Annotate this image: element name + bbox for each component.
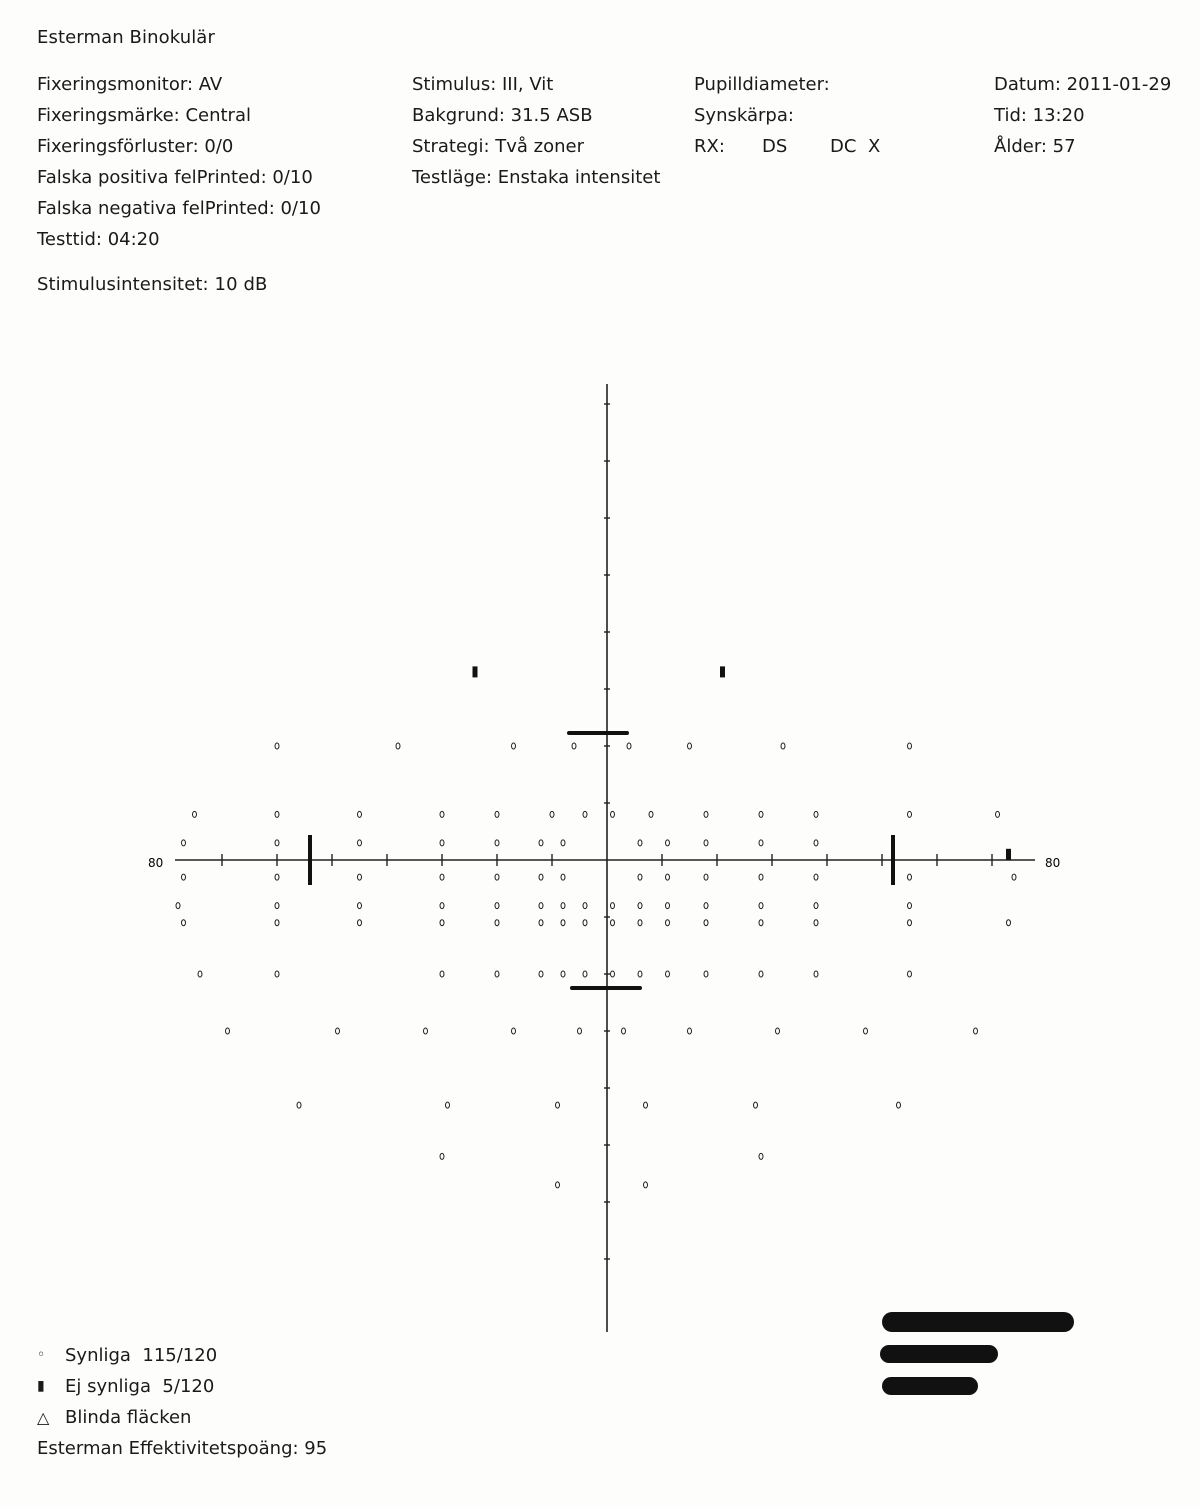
seen-point: [336, 1028, 340, 1034]
seen-point: [495, 920, 499, 926]
seen-point: [539, 840, 543, 846]
legend-seen-label: Synliga 115/120: [65, 1345, 218, 1366]
seen-point: [1012, 874, 1016, 880]
missed-point: [891, 835, 895, 885]
seen-point: [358, 874, 362, 880]
seen-point: [704, 874, 708, 880]
seen-point: [446, 1102, 450, 1108]
seen-point: [996, 811, 1000, 817]
strategy: Strategi: Två zoner: [412, 136, 585, 157]
seen-point: [644, 1102, 648, 1108]
seen-point: [358, 920, 362, 926]
seen-point: [440, 811, 444, 817]
false-positive-errors: Falska positiva felPrinted: 0/10: [37, 167, 313, 188]
seen-point: [182, 920, 186, 926]
seen-point: [611, 971, 615, 977]
seen-point: [814, 971, 818, 977]
seen-point: [275, 840, 279, 846]
fixation-losses: Fixeringsförluster: 0/0: [37, 136, 234, 157]
seen-point: [198, 971, 202, 977]
seen-point: [275, 811, 279, 817]
legend-missed-label: Ej synliga 5/120: [65, 1376, 215, 1397]
seen-point: [495, 811, 499, 817]
seen-point: [759, 1153, 763, 1159]
seen-point: [539, 920, 543, 926]
seen-point: [182, 840, 186, 846]
seen-point: [638, 920, 642, 926]
seen-point: [638, 874, 642, 880]
false-negative-errors: Falska negativa felPrinted: 0/10: [37, 198, 321, 219]
seen-point: [814, 811, 818, 817]
esterman-score: Esterman Effektivitetspoäng: 95: [37, 1438, 328, 1459]
pupil-diameter: Pupilldiameter:: [694, 74, 830, 95]
seen-point: [759, 840, 763, 846]
missed-points: [308, 666, 1011, 885]
seen-point: [561, 874, 565, 880]
rx-label: RX:: [694, 136, 725, 157]
seen-point: [611, 811, 615, 817]
report-title: Esterman Binokulär: [37, 27, 215, 48]
missed-point: [720, 666, 725, 677]
seen-point: [275, 971, 279, 977]
seen-point: [622, 1028, 626, 1034]
legend: [37, 1340, 327, 1464]
seen-point: [556, 1102, 560, 1108]
seen-point: [666, 874, 670, 880]
seen-point: [495, 840, 499, 846]
seen-point: [495, 874, 499, 880]
axis-label-right: 80: [1045, 856, 1061, 870]
seen-point: [275, 920, 279, 926]
seen-point: [440, 903, 444, 909]
seen-point: [704, 811, 708, 817]
seen-point: [495, 903, 499, 909]
age: Ålder: 57: [994, 136, 1076, 157]
seen-point: [781, 743, 785, 749]
seen-point: [974, 1028, 978, 1034]
test-duration: Testtid: 04:20: [37, 229, 160, 250]
seen-point: [583, 811, 587, 817]
seen-point: [611, 903, 615, 909]
seen-point: [358, 903, 362, 909]
seen-point: [176, 903, 180, 909]
seen-point: [424, 1028, 428, 1034]
redaction-bar: [882, 1312, 1074, 1332]
seen-point: [759, 971, 763, 977]
seen-point: [539, 874, 543, 880]
seen-point: [182, 874, 186, 880]
seen-point: [611, 920, 615, 926]
seen-point: [440, 1153, 444, 1159]
redaction-bar: [880, 1345, 998, 1363]
plot-axes: [175, 384, 1035, 1332]
seen-point: [561, 903, 565, 909]
seen-point: [759, 811, 763, 817]
date: Datum: 2011-01-29: [994, 74, 1172, 95]
seen-point: [814, 840, 818, 846]
seen-point: [908, 811, 912, 817]
seen-point: [550, 811, 554, 817]
seen-point: [638, 971, 642, 977]
axis-label-left: 80: [148, 856, 164, 870]
missed-point: [1006, 849, 1011, 860]
seen-point: [666, 903, 670, 909]
ds-label: DS: [762, 136, 788, 157]
seen-point: [649, 811, 653, 817]
missed-point: [473, 666, 478, 677]
test-mode: Testläge: Enstaka intensitet: [412, 167, 661, 188]
seen-point: [275, 743, 279, 749]
seen-point: [561, 920, 565, 926]
seen-point: [864, 1028, 868, 1034]
seen-point: [759, 920, 763, 926]
missed-point: [308, 835, 312, 885]
seen-point: [275, 903, 279, 909]
redaction-bar: [882, 1377, 978, 1395]
legend-blind-spot: [37, 1402, 327, 1433]
fixation-target: Fixeringsmärke: Central: [37, 105, 251, 126]
seen-point: [539, 971, 543, 977]
seen-point: [226, 1028, 230, 1034]
seen-point: [908, 874, 912, 880]
seen-point: [561, 840, 565, 846]
triangle-icon: △: [37, 1408, 50, 1427]
seen-point: [512, 743, 516, 749]
seen-point: [759, 874, 763, 880]
seen-point: [754, 1102, 758, 1108]
seen-point: [539, 903, 543, 909]
stimulus-intensity: Stimulusintensitet: 10 dB: [37, 274, 268, 295]
visual-acuity: Synskärpa:: [694, 105, 794, 126]
seen-point: [638, 903, 642, 909]
seen-point: [627, 743, 631, 749]
seen-point: [572, 743, 576, 749]
seen-point: [193, 811, 197, 817]
seen-point: [297, 1102, 301, 1108]
seen-point: [495, 971, 499, 977]
legend-blind-spot-label: Blinda fläcken: [65, 1407, 192, 1428]
time: Tid: 13:20: [994, 105, 1085, 126]
background: Bakgrund: 31.5 ASB: [412, 105, 593, 126]
seen-point: [704, 920, 708, 926]
seen-point: [666, 920, 670, 926]
dc-label: DC: [830, 136, 857, 157]
seen-point: [358, 811, 362, 817]
seen-point: [583, 903, 587, 909]
seen-point: [704, 971, 708, 977]
seen-point: [704, 840, 708, 846]
seen-point: [908, 903, 912, 909]
seen-point: [512, 1028, 516, 1034]
seen-point: [396, 743, 400, 749]
seen-point: [908, 743, 912, 749]
seen-point: [776, 1028, 780, 1034]
stimulus: Stimulus: III, Vit: [412, 74, 554, 95]
seen-point: [908, 920, 912, 926]
seen-point: [1007, 920, 1011, 926]
seen-point: [666, 840, 670, 846]
seen-point: [561, 971, 565, 977]
seen-point: [440, 971, 444, 977]
seen-point: [578, 1028, 582, 1034]
seen-point: [666, 971, 670, 977]
seen-point: [440, 874, 444, 880]
seen-point: [638, 840, 642, 846]
seen-point: [908, 971, 912, 977]
seen-point: [556, 1182, 560, 1188]
legend-seen: [37, 1340, 327, 1371]
seen-point: [358, 840, 362, 846]
seen-point: [759, 903, 763, 909]
seen-point: [440, 920, 444, 926]
seen-point: [688, 743, 692, 749]
seen-point: [704, 903, 708, 909]
seen-point: [814, 874, 818, 880]
x-label: X: [868, 136, 881, 157]
seen-point: [814, 920, 818, 926]
seen-point: [814, 903, 818, 909]
fixation-monitor: Fixeringsmonitor: AV: [37, 74, 223, 95]
legend-missed: [37, 1371, 327, 1402]
seen-point: [583, 920, 587, 926]
seen-marker-icon: ◦: [37, 1347, 46, 1363]
seen-points: [176, 743, 1016, 1188]
seen-point: [897, 1102, 901, 1108]
missed-marker-icon: ▮: [37, 1378, 45, 1394]
seen-point: [688, 1028, 692, 1034]
seen-point: [644, 1182, 648, 1188]
seen-point: [275, 874, 279, 880]
seen-point: [440, 840, 444, 846]
seen-point: [583, 971, 587, 977]
